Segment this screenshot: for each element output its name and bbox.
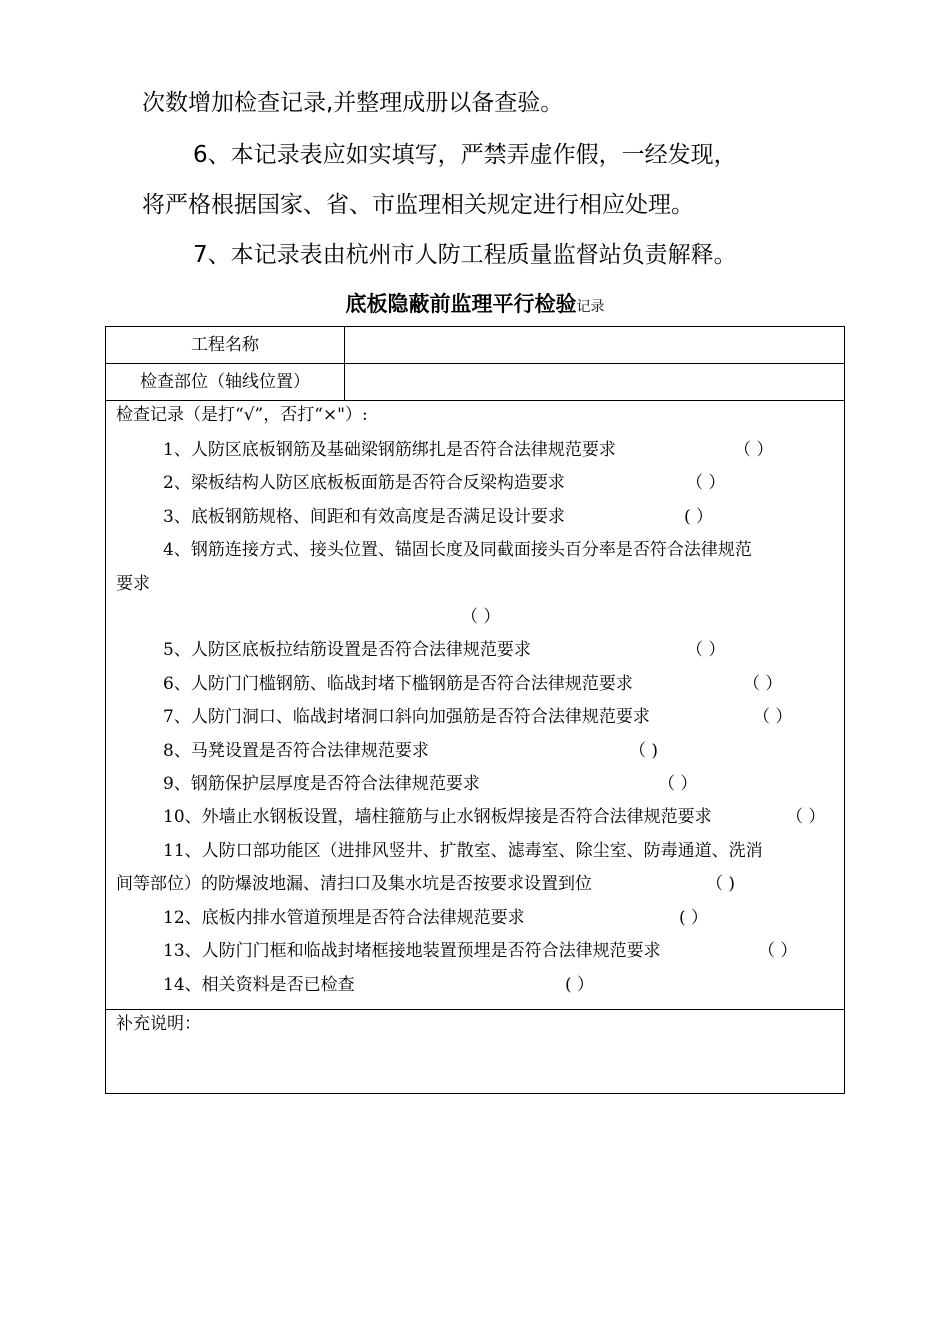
check-item: 12、底板内排水管道预埋是否符合法律规范要求: [163, 908, 525, 928]
location-field[interactable]: [345, 364, 844, 400]
check-item: 14、相关资料是否已检查: [163, 975, 355, 995]
check-mark[interactable]: （ ）: [658, 774, 698, 794]
check-item: 13、人防门门框和临战封堵框接地装置预埋是否符合法律规范要求: [163, 941, 661, 961]
row-divider: [106, 400, 844, 401]
paragraph-line-2: 6、本记录表应如实填写，严禁弄虚作假，一经发现，: [193, 142, 737, 168]
check-item: 9、钢筋保护层厚度是否符合法律规范要求: [163, 774, 480, 794]
check-mark[interactable]: ( ）: [684, 507, 714, 527]
row-divider: [106, 1009, 844, 1010]
location-label: 检查部位（轴线位置）: [140, 372, 310, 392]
form-title: [0, 288, 950, 318]
paragraph-line-3: 将严格根据国家、省、市监理相关规定进行相应处理。: [142, 192, 694, 218]
check-item: 8、马凳设置是否符合法律规范要求: [163, 741, 429, 761]
check-item: 1、人防区底板钢筋及基础梁钢筋绑扎是否符合法律规范要求: [163, 440, 616, 460]
inspection-form: [105, 326, 845, 1094]
check-mark[interactable]: ( ）: [679, 908, 709, 928]
form-title-suffix: 记录: [576, 299, 605, 315]
check-mark[interactable]: （ ）: [743, 674, 783, 694]
form-title-main: 底板隐蔽前监理平行检验: [345, 292, 577, 316]
check-item: 6、人防门门槛钢筋、临战封堵下槛钢筋是否符合法律规范要求: [163, 674, 633, 694]
check-item: 5、人防区底板拉结筋设置是否符合法律规范要求: [163, 640, 531, 660]
check-mark[interactable]: （ ）: [734, 440, 774, 460]
check-item: 10、外墙止水钢板设置，墙柱箍筋与止水钢板焊接是否符合法律规范要求: [163, 807, 712, 827]
check-mark[interactable]: （ ）: [686, 473, 726, 493]
project-name-field[interactable]: [345, 327, 844, 363]
project-name-label: 工程名称: [191, 335, 259, 355]
check-item: 11、人防口部功能区（进排风竖井、扩散室、滤毒室、除尘室、防毒通道、洗消: [163, 841, 763, 861]
check-mark[interactable]: ( ）: [565, 975, 595, 995]
check-item: 2、梁板结构人防区底板板面筋是否符合反梁构造要求: [163, 473, 565, 493]
check-mark[interactable]: （ ）: [686, 640, 726, 660]
check-item: 7、人防门洞口、临战封堵洞口斜向加强筋是否符合法律规范要求: [163, 707, 650, 727]
record-header: 检查记录（是打“√”，否打“×"）:: [116, 405, 368, 425]
check-mark[interactable]: （ ): [629, 741, 659, 761]
check-item: 3、底板钢筋规格、间距和有效高度是否满足设计要求: [163, 507, 565, 527]
check-mark[interactable]: （ ）: [786, 807, 826, 827]
notes-field[interactable]: [106, 1037, 844, 1092]
check-mark[interactable]: （ ）: [753, 707, 793, 727]
check-item: 4、钢筋连接方式、接头位置、锚固长度及同截面接头百分率是否符合法律规范: [163, 540, 752, 560]
check-mark[interactable]: （ ): [706, 874, 736, 894]
check-item-continued: 要求: [116, 574, 150, 594]
paragraph-line-4: 7、本记录表由杭州市人防工程质量监督站负责解释。: [193, 242, 737, 268]
check-mark[interactable]: （ ）: [758, 941, 798, 961]
check-item-continued: 间等部位）的防爆波地漏、清扫口及集水坑是否按要求设置到位: [116, 874, 592, 894]
paragraph-line-1: 次数增加检查记录,并整理成册以备查验。: [142, 90, 564, 116]
notes-label: 补充说明：: [116, 1014, 201, 1034]
check-mark[interactable]: （ ）: [461, 607, 501, 627]
